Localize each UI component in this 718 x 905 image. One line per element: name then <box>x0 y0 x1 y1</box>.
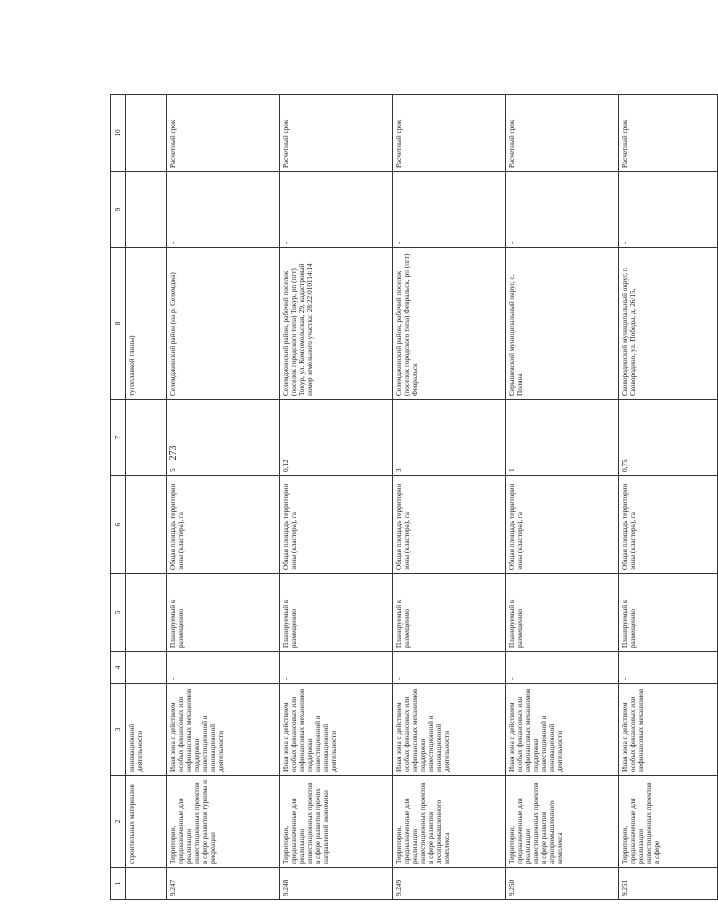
parameter-name: Общая площадь территории зоны (кластера), га <box>393 476 506 574</box>
location: Селемджинский район, рабочий поселок (поселок городского типа) Токур, рп (пгт) Токур, ул. Комсомольская, 29, кадастровый номер земельного участка: 28:22:010114:14 <box>280 248 393 400</box>
col9-value: - <box>393 172 506 248</box>
zones-table <box>110 94 718 900</box>
implementation-term: Расчетный срок <box>393 95 506 172</box>
implementation-term: Расчетный срок <box>506 95 619 172</box>
row-number: 9.247 <box>167 868 280 900</box>
implementation-term: Расчетный срок <box>280 95 393 172</box>
object-status: Планируемый к размещению <box>167 574 280 652</box>
col9-value: - <box>506 172 619 248</box>
object-status: Планируемый к размещению <box>506 574 619 652</box>
zone-type: Иная зона с действием особых финансовых или нефинансовых механизмов <box>619 684 718 776</box>
parameter-name: Общая площадь территории зоны (кластера), га <box>167 476 280 574</box>
header-col-4: 4 <box>111 652 126 684</box>
col9-value: - <box>280 172 393 248</box>
col4-value: - <box>280 652 393 684</box>
parameter-value: 1 <box>506 400 619 476</box>
header-col-7: 7 <box>111 400 126 476</box>
continuation-cell-4 <box>126 652 167 684</box>
territory-purpose: Территории, предназначенные для реализации инвестиционных проектов в сфере развития туризма и рекреации <box>167 776 280 868</box>
parameter-value: 0,75 <box>619 400 718 476</box>
zone-type: Иная зона с действием особых финансовых или нефинансовых механизмов поддержки инвестиционной и инновационной деятельности <box>506 684 619 776</box>
territory-purpose: Территории, предназначенные для реализации инвестиционных проектов в сфере развития прочих направлений экономики <box>280 776 393 868</box>
zone-type: Иная зона с действием особых финансовых или нефинансовых механизмов поддержки инвестиционной и инновационной деятельности <box>393 684 506 776</box>
continuation-cell-9 <box>126 172 167 248</box>
header-col-9: 9 <box>111 172 126 248</box>
table-row <box>393 95 506 900</box>
table-row <box>506 95 619 900</box>
parameter-name: Общая площадь территории зоны (кластера), га <box>619 476 718 574</box>
continuation-cell-7 <box>126 400 167 476</box>
header-col-10: 10 <box>111 95 126 172</box>
continuation-cell-1 <box>126 868 167 900</box>
implementation-term: Расчетный срок <box>167 95 280 172</box>
implementation-term: Расчетный срок <box>619 95 718 172</box>
continuation-row <box>126 95 167 900</box>
page-number: 273 <box>168 445 179 461</box>
zone-type: Иная зона с действием особых финансовых или нефинансовых механизмов поддержки инвестиционной и инновационной деятельности <box>280 684 393 776</box>
continuation-cell-3: инновационной деятельности <box>126 684 167 776</box>
continuation-cell-6 <box>126 476 167 574</box>
parameter-name: Общая площадь территории зоны (кластера), га <box>280 476 393 574</box>
header-col-5: 5 <box>111 574 126 652</box>
rotated-table-container <box>110 95 662 900</box>
location: Серышевский муниципальный округ, с. Поляна <box>506 248 619 400</box>
location: Селемджинский район, рабочий поселок (поселок городского типа) Февральск, рп (пгт) Февральск <box>393 248 506 400</box>
object-status: Планируемый к размещению <box>393 574 506 652</box>
parameter-value: 0,12 <box>280 400 393 476</box>
col4-value: - <box>619 652 718 684</box>
continuation-cell-10 <box>126 95 167 172</box>
row-number: 9.250 <box>506 868 619 900</box>
territory-purpose: Территории, предназначенные для реализации инвестиционных проектов в сфере развития агропромышленного комплекса <box>506 776 619 868</box>
row-number: 9.251 <box>619 868 718 900</box>
table-row <box>619 95 718 900</box>
col9-value: - <box>619 172 718 248</box>
zone-type: Иная зона с действием особых финансовых или нефинансовых механизмов поддержки инвестиционной и инновационной деятельности <box>167 684 280 776</box>
continuation-cell-5 <box>126 574 167 652</box>
territory-purpose: Территории, предназначенные для реализации инвестиционных проектов в сфере <box>619 776 718 868</box>
col9-value: - <box>167 172 280 248</box>
parameter-value: 3 <box>393 400 506 476</box>
col4-value: - <box>393 652 506 684</box>
col4-value: - <box>506 652 619 684</box>
table-row <box>280 95 393 900</box>
object-status: Планируемый к размещению <box>619 574 718 652</box>
location: Сковородинский муниципальный округ, г. Сковородино, ул. Победы, д. 26/15, <box>619 248 718 400</box>
header-col-3: 3 <box>111 684 126 776</box>
header-row <box>111 95 126 900</box>
territory-purpose: Территории, предназначенные для реализации инвестиционных проектов в сфере развития лесопромышленного комплекса <box>393 776 506 868</box>
table-row <box>167 95 280 900</box>
col4-value: - <box>167 652 280 684</box>
continuation-cell-8: тугоплавкой глины) <box>126 248 167 400</box>
row-number: 9.249 <box>393 868 506 900</box>
header-col-8: 8 <box>111 248 126 400</box>
row-number: 9.248 <box>280 868 393 900</box>
parameter-name: Общая площадь территории зоны (кластера), га <box>506 476 619 574</box>
continuation-cell-2: строительных материалов <box>126 776 167 868</box>
object-status: Планируемый к размещению <box>280 574 393 652</box>
header-col-6: 6 <box>111 476 126 574</box>
header-col-1: 1 <box>111 868 126 900</box>
location: Селемджинский район (на р. Селемджа) <box>167 248 280 400</box>
parameter-value: 5 <box>167 400 280 476</box>
header-col-2: 2 <box>111 776 126 868</box>
